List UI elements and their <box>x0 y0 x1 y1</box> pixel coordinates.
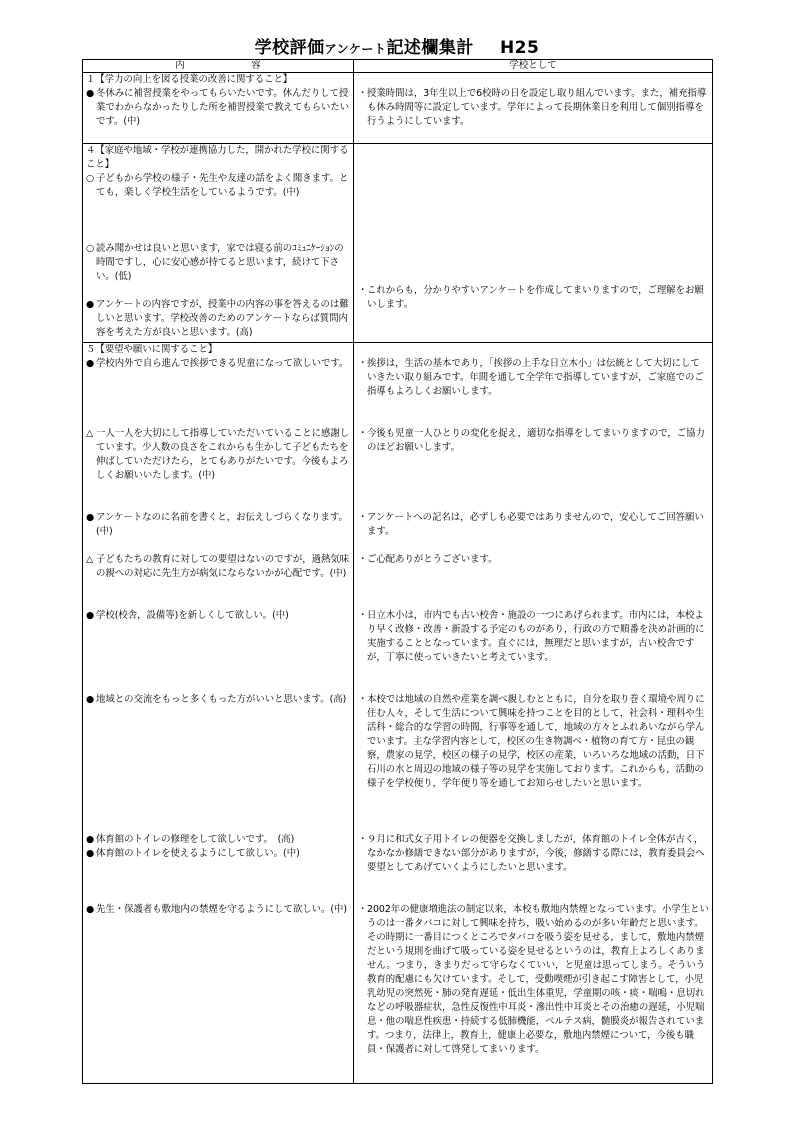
list-item: ○ 子どもから学校の様子・先生や友達の話をよく聞きます。とても，楽しく学校生活をしているようです。(中) <box>86 173 349 198</box>
section-heading: １【学力の向上を図る授業の改善に関すること】 <box>86 74 293 85</box>
school-answer: ・ 日立木小は，市内でも古い校舎・施設の一つにあげられます。市内には，本校より早く改修・改善・新設する予定のものがあり，行政の方で順番を決め計画的に実施することとなっています。直ぐには，無理だと思いますが，古い校舎ですが，丁寧に使っていきたいと考えています。 <box>358 610 705 663</box>
school-answer: ・ アンケートへの記名は，必ずしも必要ではありませんので，安心してご回答願います。 <box>358 512 704 537</box>
column-header-school: 学校として <box>354 60 713 73</box>
section-row-5 <box>83 343 713 1084</box>
list-item: ● 冬休みに補習授業をやってもらいたいです。休んだりして授業でわからなかったりした所を補習授業で教えてもらいたいです。(中) <box>86 88 350 127</box>
list-item: △ 子どもたちの教育に対しての要望はないのですが，過熱気味の親への対応に先生方が病気にならないかが心配です。(中) <box>86 554 350 579</box>
school-answer: ・ 挨拶は，生活の基本であり，「挨拶の上手な日立木小」は伝統として大切にしていきたい取り組みです。年間を通して全学年で指導していますが，ご家庭でのご指導もよろしくお願いします。 <box>358 358 704 397</box>
list-item: ● アンケートなのに名前を書くと，お伝えしづらくなります。(中) <box>86 512 348 537</box>
list-item: △ 一人一人を大切にして指導していただいていることに感謝しています。少人数の良さをこれからも生かして子どもたちを伸ばしていただけたら，とてもありがたいです。今後もよろしくお願いいたします。(中) <box>86 428 350 481</box>
list-item: ● 体育館のトイレを使えるようにして欲しい。(中) <box>86 848 300 859</box>
school-answer: ・ 本校では地域の自然や産業を調べ親しむとともに，自分を取り巻く環境や周りに住む人々，そして生活について興味を持つことを目的として，社会科・理科や生活科・総合的な学習の時間，行事等を通して，地域の方々とふれあいながら学んでいます。主な学習内容として，校区の生き物調べ・植物の育て方・昆虫の観察，農家の見学，校区の様子の見学，校区の産業，いろいろな地域の活動，日下石川の水と周辺の地域の様子等の見学を実施しております。これからも，活動の様子を学校便り，学年便り等を通してお知らせしたいと思います。 <box>358 694 705 789</box>
school-answer: ・ 今後も児童一人ひとりの変化を捉え，適切な指導をしてまいりますので，ご協力のほどお願いします。 <box>358 428 705 453</box>
page-title: 学校評価アンケート記述欄集計 H25 <box>254 38 540 58</box>
school-answer: ・ ご心配ありがとうございます。 <box>358 554 498 565</box>
section-heading: ４【家庭や地域・学校が連携協力した，開かれた学校に関すること】 <box>86 145 349 170</box>
list-item: ○ 読み聞かせは良いと思います，家では寝る前のｺﾐｭﾆｹｰｼｮﾝの時間ですし，心に安心感が持てると思います，続けて下さい。(低) <box>86 243 344 282</box>
list-item: ● 体育館のトイレの修理をして欲しいです。 (高) <box>86 834 295 845</box>
list-item: ● 地域との交流をもっと多くもった方がいいと思います。(高) <box>86 694 347 705</box>
section-row-1 <box>83 73 713 144</box>
section-heading: ５【要望や願いに関すること】 <box>86 344 218 355</box>
evaluation-table <box>82 59 713 1084</box>
column-header-content: 内 容 <box>83 60 354 73</box>
list-item: ● 学校内外で自ら進んで挨拶できる児童になって欲しいです。 <box>86 358 349 369</box>
school-answer: ・ これからも，分かりやすいアンケートを作成してまいりますので，ご理解をお願いします。 <box>358 285 704 310</box>
list-item: ● アンケートの内容ですが，授業中の内容の事を答えるのは難しいと思います。学校改善のためのアンケートならば質問内容を考えた方が良いと思います。(高) <box>86 299 349 338</box>
school-answer: ・ 2002年の健康増進法の制定以来，本校も敷地内禁煙となっています。小学生というのは一番タバコに対して興味を持ち，吸い始めるのが多い年齢だと思います。その時期に一番目につくところでタバコを吸う姿を見せる，まして，敷地内禁煙だという規則を曲げて吸っている姿を見せるというのは，教育上よろしくありません。つまり，きまりだって守らなくていい，と児童は思ってしまう。そういう教育的配慮にも欠けています。そして，受動喫煙が引き起こす障害として，小児乳幼児の突然死・肺の発育遅延・低出生体重児，学童期の咳・痰・喘鳴・息切れなどの呼吸器症状，急性反復性中耳炎・滲出性中耳炎とその治癒の遅延，小児喘息・他の喘息性疾患・持続する低肺機能，ベルテス病，髄膜炎が報告されています。つまり，法律上，教育上，健康上必要な，敷地内禁煙について，今後も職員・保護者に対して啓発してまいります。 <box>358 904 709 1055</box>
school-answer: ・ ９月に和式女子用トイレの便器を交換しましたが，体育館のトイレ全体が古く，なかなか修繕できない部分がありますが，今後，修繕する際には，教育委員会へ要望としてあげていくようにしたいと思います。 <box>358 834 705 873</box>
list-item: ● 学校(校舎，設備等)を新しくして欲しい。(中) <box>86 610 289 621</box>
list-item: ● 先生・保護者も敷地内の禁煙を守るようにして欲しい。(中) <box>86 904 348 915</box>
section-row-4 <box>83 144 713 343</box>
school-answer: ・ 授業時間は，3年生以上で6校時の日を設定し取り組んでいます。また，補充指導も休み時間等に設定しています。学年によって長期休業日を利用して個別指導を行うようにしています。 <box>358 88 707 127</box>
